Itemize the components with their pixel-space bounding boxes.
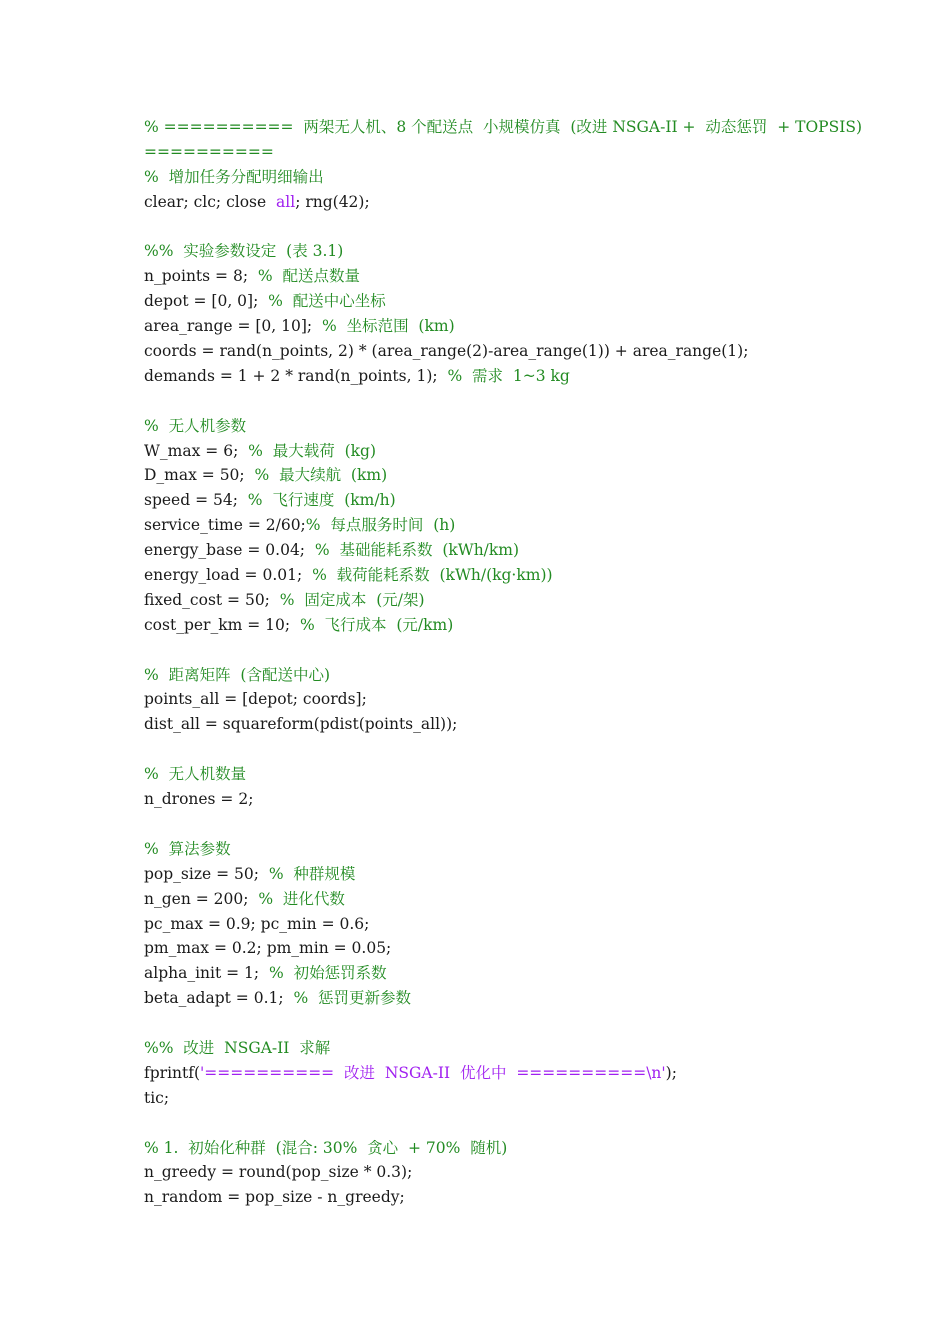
code-line — [144, 439, 904, 464]
code-line — [144, 1160, 904, 1185]
code-text: speed = 54; — [144, 491, 248, 510]
code-comment: ========== — [144, 142, 274, 161]
code-text: area_range = [0, 10]; — [144, 317, 322, 336]
code-text: clear; clc; close — [144, 192, 277, 211]
code-line — [144, 239, 904, 264]
code-line — [144, 140, 904, 165]
code-text: service_time = 2/60; — [144, 516, 306, 535]
code-line — [144, 712, 904, 737]
code-line — [144, 862, 904, 887]
code-line — [144, 936, 904, 961]
code-line — [144, 837, 904, 862]
code-comment: % 需求 1~3 kg — [447, 366, 570, 385]
code-line — [144, 1061, 904, 1086]
code-line — [144, 339, 904, 364]
code-line — [144, 115, 904, 140]
code-line — [144, 1086, 904, 1111]
code-line — [144, 1036, 904, 1061]
code-line — [144, 165, 904, 190]
code-text: coords = rand(n_points, 2) * (area_range(2)-area_range(1)) + area_range(1); — [144, 342, 749, 361]
code-line — [144, 887, 904, 912]
code-text: pm_max = 0.2; pm_min = 0.05; — [144, 939, 392, 958]
code-text: n_gen = 200; — [144, 889, 259, 908]
code-line — [144, 986, 904, 1011]
code-comment: % 1. 初始化种群 (混合: 30% 贪心 + 70% 随机) — [144, 1138, 508, 1157]
code-line — [144, 961, 904, 986]
code-text: dist_all = squareform(pdist(points_all)); — [144, 715, 458, 734]
code-line — [144, 588, 904, 613]
code-comment: % 无人机数量 — [144, 765, 247, 784]
code-line — [144, 663, 904, 688]
code-string: '========== 改进 NSGA-II 优化中 ==========\n' — [200, 1063, 666, 1082]
code-comment: % 惩罚更新参数 — [293, 989, 412, 1008]
code-comment: %% 实验参数设定 (表 3.1) — [144, 242, 344, 261]
code-comment: % 飞行速度 (km/h) — [247, 491, 396, 510]
code-line — [144, 1185, 904, 1210]
code-text: tic; — [144, 1088, 170, 1107]
code-line — [144, 513, 904, 538]
code-line — [144, 414, 904, 439]
blank-line — [144, 1011, 904, 1036]
matlab-code-block — [144, 115, 904, 1210]
code-comment: % 增加任务分配明细输出 — [144, 167, 324, 186]
code-line — [144, 314, 904, 339]
code-text: fprintf( — [144, 1063, 201, 1082]
code-line — [144, 264, 904, 289]
code-text: depot = [0, 0]; — [144, 292, 269, 311]
code-text: energy_base = 0.04; — [144, 541, 315, 560]
code-text: demands = 1 + 2 * rand(n_points, 1); — [144, 366, 448, 385]
code-comment: % 坐标范围 (km) — [322, 317, 455, 336]
code-text: n_drones = 2; — [144, 790, 254, 809]
code-comment: % 配送点数量 — [257, 267, 360, 286]
code-comment: % 最大续航 (km) — [254, 466, 388, 485]
code-text: alpha_init = 1; — [144, 964, 269, 983]
code-text: n_random = pop_size - n_greedy; — [144, 1188, 405, 1207]
code-text: ; rng(42); — [295, 192, 370, 211]
code-text: cost_per_km = 10; — [144, 615, 300, 634]
code-comment: % 载荷能耗系数 (kWh/(kg·km)) — [312, 566, 553, 585]
code-keyword: all — [276, 192, 296, 211]
code-comment: % 距离矩阵 (含配送中心) — [144, 665, 331, 684]
code-line — [144, 787, 904, 812]
blank-line — [144, 737, 904, 762]
code-text: ); — [665, 1063, 677, 1082]
code-line — [144, 762, 904, 787]
code-text: fixed_cost = 50; — [144, 590, 280, 609]
code-comment: % 初始惩罚系数 — [269, 964, 387, 983]
blank-line — [144, 1111, 904, 1136]
code-text: points_all = [depot; coords]; — [144, 690, 367, 709]
blank-line — [144, 389, 904, 414]
code-line — [144, 364, 904, 389]
code-text: n_greedy = round(pop_size * 0.3); — [144, 1163, 413, 1182]
code-line — [144, 463, 904, 488]
code-line — [144, 488, 904, 513]
code-comment: % 配送中心坐标 — [268, 292, 386, 311]
code-line — [144, 563, 904, 588]
code-text: n_points = 8; — [144, 267, 258, 286]
code-comment: % 固定成本 (元/架) — [279, 590, 425, 609]
code-comment: % 种群规模 — [268, 864, 356, 883]
code-text: pc_max = 0.9; pc_min = 0.6; — [144, 914, 370, 933]
code-comment: % ========== 两架无人机、8 个配送点 小规模仿真 (改进 NSGA-II + 动态惩罚 + TOPSIS) — [144, 118, 863, 136]
blank-line — [144, 812, 904, 837]
code-comment: % 无人机参数 — [144, 416, 247, 435]
code-comment: %% 改进 NSGA-II 求解 — [144, 1038, 331, 1057]
code-line — [144, 613, 904, 638]
code-comment: % 飞行成本 (元/km) — [299, 615, 454, 634]
code-text: energy_load = 0.01; — [144, 566, 313, 585]
code-line — [144, 538, 904, 563]
code-line — [144, 190, 904, 215]
code-comment: % 每点服务时间 (h) — [305, 516, 456, 535]
blank-line — [144, 215, 904, 240]
code-line — [144, 687, 904, 712]
code-line — [144, 289, 904, 314]
blank-line — [144, 638, 904, 663]
code-comment: % 算法参数 — [144, 839, 231, 858]
code-text: pop_size = 50; — [144, 864, 269, 883]
code-text: W_max = 6; — [144, 441, 249, 460]
code-text: D_max = 50; — [144, 466, 255, 485]
code-comment: % 基础能耗系数 (kWh/km) — [314, 541, 520, 560]
code-text: beta_adapt = 0.1; — [144, 989, 294, 1008]
code-line — [144, 1136, 904, 1161]
code-line — [144, 912, 904, 937]
code-comment: % 进化代数 — [258, 889, 345, 908]
code-comment: % 最大载荷 (kg) — [248, 441, 376, 460]
